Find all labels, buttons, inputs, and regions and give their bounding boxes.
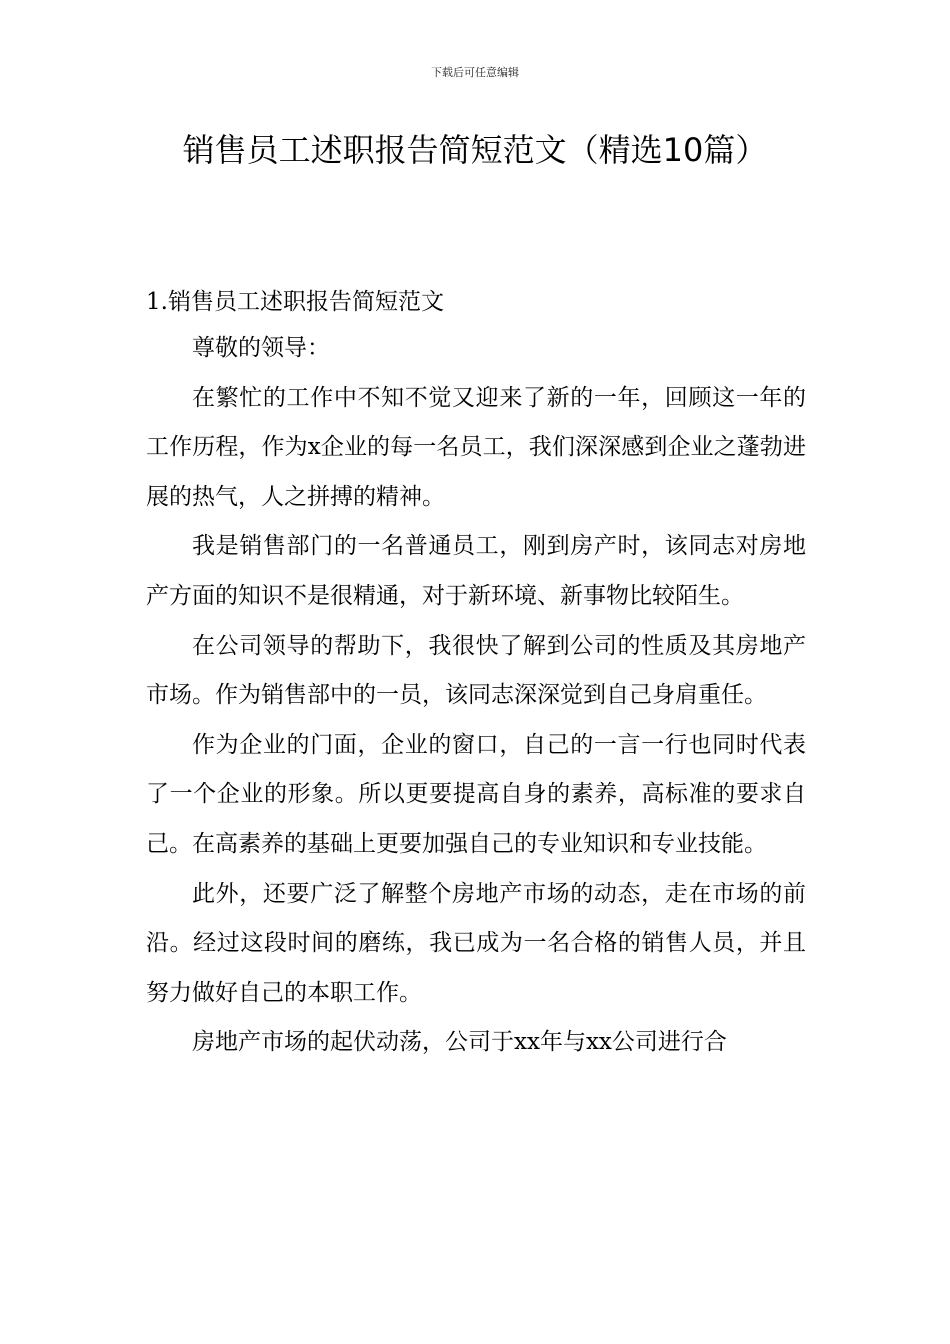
header-watermark: 下载后可任意编辑 bbox=[431, 66, 519, 79]
salutation: 尊敬的领导： bbox=[192, 335, 330, 361]
body-paragraph: 房地产市场的起伏动荡，公司于xx年与xx公司进行合 bbox=[192, 1029, 727, 1056]
section-heading: 1.销售员工述职报告简短范文 bbox=[146, 289, 444, 315]
document-body bbox=[146, 280, 806, 1068]
body-paragraph: 此外，还要广泛了解整个房地产市场的动态，走在市场的前沿。经过这段时间的磨练，我已成为一名合格的销售人员，并且努力做好自己的本职工作。 bbox=[146, 880, 806, 1006]
body-paragraph: 在公司领导的帮助下，我很快了解到公司的性质及其房地产市场。作为销售部中的一员，该同志深深觉到自己身肩重任。 bbox=[146, 632, 806, 709]
body-paragraph: 在繁忙的工作中不知不觉又迎来了新的一年，回顾这一年的工作历程，作为x企业的每一名员工，我们深深感到企业之蓬勃进展的热气，人之拼搏的精神。 bbox=[146, 384, 806, 510]
body-paragraph: 作为企业的门面，企业的窗口，自己的一言一行也同时代表了一个企业的形象。所以更要提高自身的素养，高标准的要求自己。在高素养的基础上更要加强自己的专业知识和专业技能。 bbox=[146, 731, 806, 857]
document-title: 销售员工述职报告简短范文（精选10篇） bbox=[182, 131, 768, 169]
body-paragraph: 我是销售部门的一名普通员工，刚到房产时，该同志对房地产方面的知识不是很精通，对于新环境、新事物比较陌生。 bbox=[146, 533, 806, 609]
